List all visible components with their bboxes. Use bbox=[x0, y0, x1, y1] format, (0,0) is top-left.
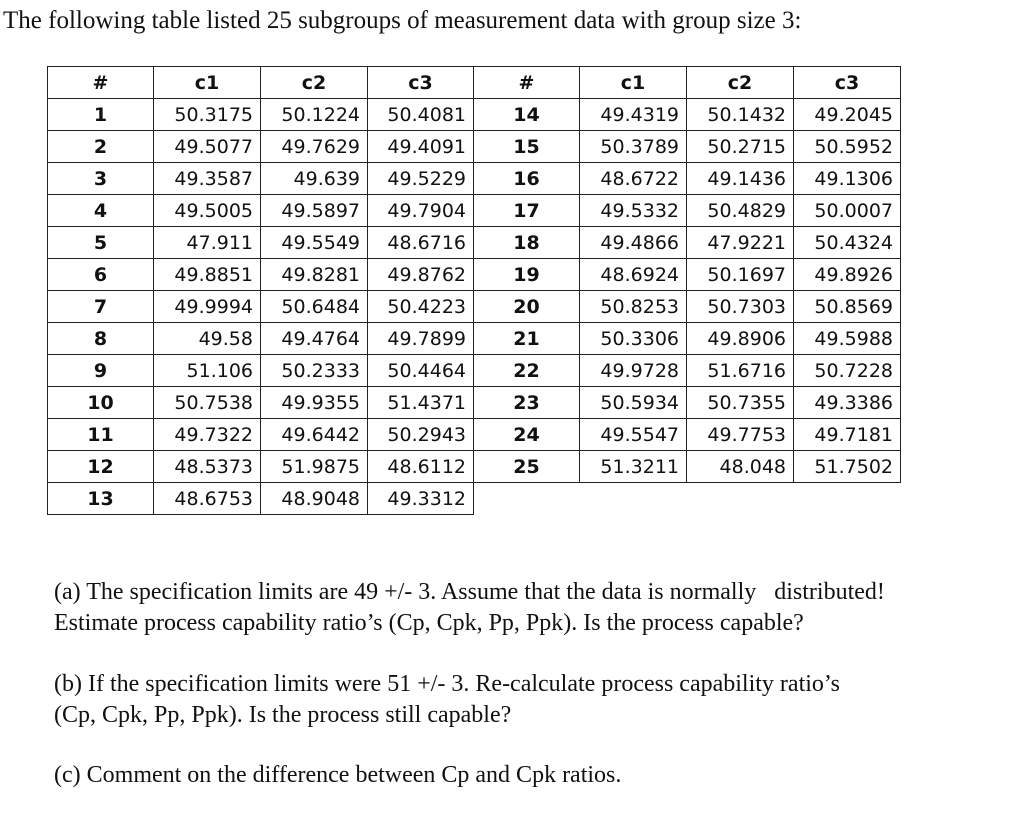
cell-c3: 51.4371 bbox=[368, 387, 474, 419]
row-index: 21 bbox=[474, 323, 580, 355]
cell-c1: 50.8253 bbox=[580, 291, 687, 323]
table-row bbox=[474, 99, 901, 131]
cell-c3: 48.6112 bbox=[368, 451, 474, 483]
cell-c3: 50.4223 bbox=[368, 291, 474, 323]
table-row bbox=[48, 323, 474, 355]
table-row bbox=[474, 451, 901, 483]
cell-c2: 50.1224 bbox=[261, 99, 368, 131]
row-index: 8 bbox=[48, 323, 154, 355]
row-index: 11 bbox=[48, 419, 154, 451]
question-b bbox=[54, 669, 840, 731]
cell-c2: 50.2715 bbox=[687, 131, 794, 163]
cell-c2: 50.6484 bbox=[261, 291, 368, 323]
cell-c1: 49.4319 bbox=[580, 99, 687, 131]
cell-c1: 50.3789 bbox=[580, 131, 687, 163]
cell-c3: 49.3312 bbox=[368, 483, 474, 515]
row-index: 6 bbox=[48, 259, 154, 291]
cell-c2: 51.6716 bbox=[687, 355, 794, 387]
cell-c2: 49.639 bbox=[261, 163, 368, 195]
question-a-line-1: (a) The specification limits are 49 +/- 3. Assume that the data is normally distributed! bbox=[54, 579, 885, 605]
cell-c1: 49.8851 bbox=[154, 259, 261, 291]
cell-c2: 50.7355 bbox=[687, 387, 794, 419]
header-c3: c3 bbox=[368, 67, 474, 99]
table-row bbox=[474, 131, 901, 163]
cell-c3: 49.5988 bbox=[794, 323, 901, 355]
cell-c3: 51.7502 bbox=[794, 451, 901, 483]
cell-c1: 49.3587 bbox=[154, 163, 261, 195]
question-c bbox=[54, 760, 621, 791]
table-row bbox=[48, 451, 474, 483]
cell-c1: 51.3211 bbox=[580, 451, 687, 483]
row-index: 7 bbox=[48, 291, 154, 323]
question-b-line-1: (b) If the specification limits were 51 +/- 3. Re-calculate process capability ratio’s bbox=[54, 671, 840, 697]
table-row bbox=[48, 131, 474, 163]
cell-c2: 48.048 bbox=[687, 451, 794, 483]
header-c1: c1 bbox=[154, 67, 261, 99]
cell-c3: 50.4081 bbox=[368, 99, 474, 131]
table-right-body bbox=[474, 67, 901, 483]
cell-c1: 49.9728 bbox=[580, 355, 687, 387]
header-index: # bbox=[474, 67, 580, 99]
cell-c2: 50.2333 bbox=[261, 355, 368, 387]
row-index: 18 bbox=[474, 227, 580, 259]
row-index: 23 bbox=[474, 387, 580, 419]
row-index: 25 bbox=[474, 451, 580, 483]
row-index: 2 bbox=[48, 131, 154, 163]
table-row bbox=[474, 323, 901, 355]
cell-c1: 49.4866 bbox=[580, 227, 687, 259]
cell-c1: 50.3306 bbox=[580, 323, 687, 355]
header-c2: c2 bbox=[687, 67, 794, 99]
row-index: 9 bbox=[48, 355, 154, 387]
cell-c2: 49.8906 bbox=[687, 323, 794, 355]
cell-c1: 49.5005 bbox=[154, 195, 261, 227]
cell-c1: 49.5547 bbox=[580, 419, 687, 451]
table-row bbox=[474, 419, 901, 451]
cell-c1: 49.9994 bbox=[154, 291, 261, 323]
cell-c2: 49.8281 bbox=[261, 259, 368, 291]
data-table-left bbox=[47, 66, 474, 515]
cell-c3: 49.7904 bbox=[368, 195, 474, 227]
table-left-body bbox=[48, 67, 474, 515]
table-row bbox=[48, 195, 474, 227]
table-row bbox=[48, 291, 474, 323]
cell-c2: 49.4764 bbox=[261, 323, 368, 355]
row-index: 13 bbox=[48, 483, 154, 515]
table-row bbox=[48, 227, 474, 259]
cell-c1: 49.58 bbox=[154, 323, 261, 355]
row-index: 1 bbox=[48, 99, 154, 131]
row-index: 20 bbox=[474, 291, 580, 323]
cell-c1: 50.5934 bbox=[580, 387, 687, 419]
table-row bbox=[474, 163, 901, 195]
table-row bbox=[48, 355, 474, 387]
cell-c3: 49.5229 bbox=[368, 163, 474, 195]
table-row bbox=[48, 483, 474, 515]
cell-c2: 47.9221 bbox=[687, 227, 794, 259]
intro-text: The following table listed 25 subgroups of measurement data with group size 3: bbox=[3, 7, 802, 34]
row-index: 17 bbox=[474, 195, 580, 227]
cell-c2: 49.5549 bbox=[261, 227, 368, 259]
cell-c1: 49.5332 bbox=[580, 195, 687, 227]
cell-c3: 49.4091 bbox=[368, 131, 474, 163]
row-index: 3 bbox=[48, 163, 154, 195]
row-index: 15 bbox=[474, 131, 580, 163]
row-index: 16 bbox=[474, 163, 580, 195]
data-table-right bbox=[473, 66, 901, 483]
cell-c1: 51.106 bbox=[154, 355, 261, 387]
cell-c2: 50.1697 bbox=[687, 259, 794, 291]
cell-c2: 49.7629 bbox=[261, 131, 368, 163]
cell-c3: 50.7228 bbox=[794, 355, 901, 387]
cell-c2: 50.7303 bbox=[687, 291, 794, 323]
cell-c2: 49.1436 bbox=[687, 163, 794, 195]
row-index: 5 bbox=[48, 227, 154, 259]
cell-c1: 47.911 bbox=[154, 227, 261, 259]
table-row bbox=[48, 99, 474, 131]
cell-c1: 48.5373 bbox=[154, 451, 261, 483]
question-a-line-2: Estimate process capability ratio’s (Cp, Cpk, Pp, Ppk). Is the process capable? bbox=[54, 610, 804, 636]
row-index: 19 bbox=[474, 259, 580, 291]
table-row bbox=[48, 419, 474, 451]
table-header-row bbox=[48, 67, 474, 99]
table-header-row bbox=[474, 67, 901, 99]
question-c-line-1: (c) Comment on the difference between Cp and Cpk ratios. bbox=[54, 762, 622, 788]
row-index: 12 bbox=[48, 451, 154, 483]
cell-c1: 48.6722 bbox=[580, 163, 687, 195]
table-row bbox=[474, 195, 901, 227]
row-index: 4 bbox=[48, 195, 154, 227]
cell-c3: 50.4324 bbox=[794, 227, 901, 259]
cell-c3: 50.2943 bbox=[368, 419, 474, 451]
cell-c3: 49.8926 bbox=[794, 259, 901, 291]
table-row bbox=[474, 259, 901, 291]
header-c1: c1 bbox=[580, 67, 687, 99]
table-row bbox=[474, 291, 901, 323]
cell-c2: 50.1432 bbox=[687, 99, 794, 131]
question-a bbox=[54, 577, 885, 639]
row-index: 24 bbox=[474, 419, 580, 451]
cell-c2: 49.9355 bbox=[261, 387, 368, 419]
question-b-line-2: (Cp, Cpk, Pp, Ppk). Is the process still capable? bbox=[54, 702, 512, 728]
table-row bbox=[474, 355, 901, 387]
cell-c3: 49.1306 bbox=[794, 163, 901, 195]
cell-c2: 51.9875 bbox=[261, 451, 368, 483]
cell-c1: 49.5077 bbox=[154, 131, 261, 163]
row-index: 10 bbox=[48, 387, 154, 419]
cell-c3: 49.3386 bbox=[794, 387, 901, 419]
cell-c3: 49.8762 bbox=[368, 259, 474, 291]
table-row bbox=[48, 163, 474, 195]
cell-c3: 50.0007 bbox=[794, 195, 901, 227]
header-index: # bbox=[48, 67, 154, 99]
cell-c3: 50.4464 bbox=[368, 355, 474, 387]
row-index: 22 bbox=[474, 355, 580, 387]
cell-c3: 48.6716 bbox=[368, 227, 474, 259]
cell-c1: 50.7538 bbox=[154, 387, 261, 419]
cell-c2: 49.5897 bbox=[261, 195, 368, 227]
cell-c3: 50.8569 bbox=[794, 291, 901, 323]
cell-c3: 49.2045 bbox=[794, 99, 901, 131]
table-row bbox=[474, 387, 901, 419]
header-c2: c2 bbox=[261, 67, 368, 99]
cell-c2: 49.7753 bbox=[687, 419, 794, 451]
cell-c2: 49.6442 bbox=[261, 419, 368, 451]
cell-c3: 49.7899 bbox=[368, 323, 474, 355]
table-row bbox=[48, 387, 474, 419]
cell-c1: 49.7322 bbox=[154, 419, 261, 451]
cell-c2: 50.4829 bbox=[687, 195, 794, 227]
table-row bbox=[48, 259, 474, 291]
cell-c3: 50.5952 bbox=[794, 131, 901, 163]
cell-c2: 48.9048 bbox=[261, 483, 368, 515]
cell-c1: 48.6753 bbox=[154, 483, 261, 515]
table-row bbox=[474, 227, 901, 259]
row-index: 14 bbox=[474, 99, 580, 131]
cell-c1: 48.6924 bbox=[580, 259, 687, 291]
cell-c1: 50.3175 bbox=[154, 99, 261, 131]
header-c3: c3 bbox=[794, 67, 901, 99]
cell-c3: 49.7181 bbox=[794, 419, 901, 451]
